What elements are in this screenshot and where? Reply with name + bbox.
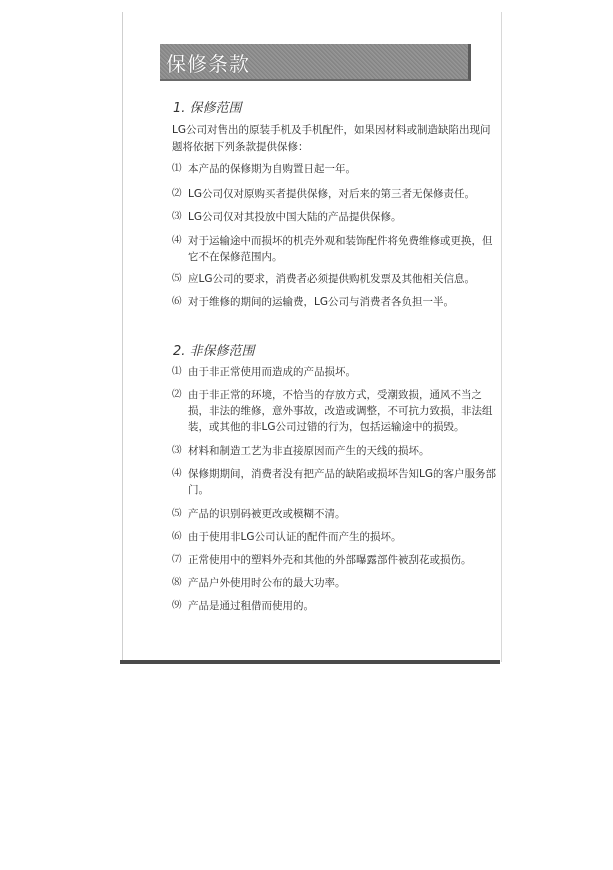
title-banner — [160, 44, 471, 81]
section2-item-8 — [172, 575, 502, 591]
section1-heading: 1. 保修范围 — [173, 101, 242, 116]
item-text: LG公司仅对其投放中国大陆的产品提供保修。 — [188, 211, 402, 223]
item-number: ⑻ — [172, 577, 182, 588]
section1-item-5 — [172, 271, 502, 287]
item-text: 对于运输途中而损坏的机壳外观和装饰配件将免费维修或更换，但它不在保修范围内。 — [188, 235, 493, 263]
item-number: ⑵ — [172, 389, 182, 400]
section1-item-6 — [172, 294, 502, 310]
section1-item-1 — [172, 161, 502, 177]
item-text: 由于非正常使用而造成的产品损坏。 — [188, 366, 356, 378]
item-text: 应LG公司的要求，消费者必须提供购机发票及其他相关信息。 — [188, 273, 475, 285]
section2-heading: 2. 非保修范围 — [173, 344, 255, 359]
item-number: ⑺ — [172, 554, 182, 565]
item-number: ⑵ — [172, 188, 182, 199]
section2-item-3 — [172, 443, 502, 459]
page-title: 保修条款 — [166, 52, 250, 76]
item-number: ⑴ — [172, 366, 182, 377]
item-number: ⑴ — [172, 163, 182, 174]
section1-item-4 — [172, 233, 502, 265]
section1-item-2 — [172, 186, 502, 202]
item-text: 由于使用非LG公司认证的配件而产生的损坏。 — [188, 531, 402, 543]
item-text: 由于非正常的环境，不恰当的存放方式，受潮致损，通风不当之损，非法的维修，意外事故，改造或调整，不可抗力致损，非法组装，或其他的非LG公司过错的行为，包括运输途中的损毁。 — [188, 389, 493, 433]
item-text: 产品户外使用时公布的最大功率。 — [188, 577, 346, 589]
section2-item-2 — [172, 387, 502, 435]
item-number: ⑹ — [172, 296, 182, 307]
section2-item-6 — [172, 529, 502, 545]
item-number: ⑶ — [172, 211, 182, 222]
item-text: 对于维修的期间的运输费，LG公司与消费者各负担一半。 — [188, 296, 454, 308]
section2-item-9 — [172, 598, 502, 614]
item-text: 材料和制造工艺为非直接原因而产生的天线的损坏。 — [188, 445, 430, 457]
item-number: ⑹ — [172, 531, 182, 542]
item-number: ⑸ — [172, 508, 182, 519]
section2-item-5 — [172, 506, 502, 522]
item-text: 保修期期间，消费者没有把产品的缺陷或损坏告知LG的客户服务部门。 — [188, 468, 496, 496]
page-left-edge — [122, 12, 123, 662]
section1-item-3 — [172, 209, 502, 225]
item-number: ⑶ — [172, 445, 182, 456]
section2-item-7 — [172, 552, 502, 568]
page-bottom-edge — [120, 660, 500, 664]
item-number: ⑸ — [172, 273, 182, 284]
item-number: ⑷ — [172, 468, 182, 479]
item-number: ⑷ — [172, 235, 182, 246]
section2-item-1 — [172, 364, 502, 380]
item-text: 本产品的保修期为自购置日起一年。 — [188, 163, 356, 175]
item-number: ⑼ — [172, 600, 182, 611]
item-text: 产品是通过租借而使用的。 — [188, 600, 314, 612]
item-text: 正常使用中的塑料外壳和其他的外部曝露部件被刮花或损伤。 — [188, 554, 472, 566]
item-text: 产品的识别码被更改或模糊不清。 — [188, 508, 346, 520]
section2-item-4 — [172, 466, 502, 498]
section1-intro: LG公司对售出的原装手机及手机配件，如果因材料或制造缺陷出现问题将依据下列条款提供保修： — [172, 124, 491, 153]
item-text: LG公司仅对原购买者提供保修，对后来的第三者无保修责任。 — [188, 188, 475, 200]
